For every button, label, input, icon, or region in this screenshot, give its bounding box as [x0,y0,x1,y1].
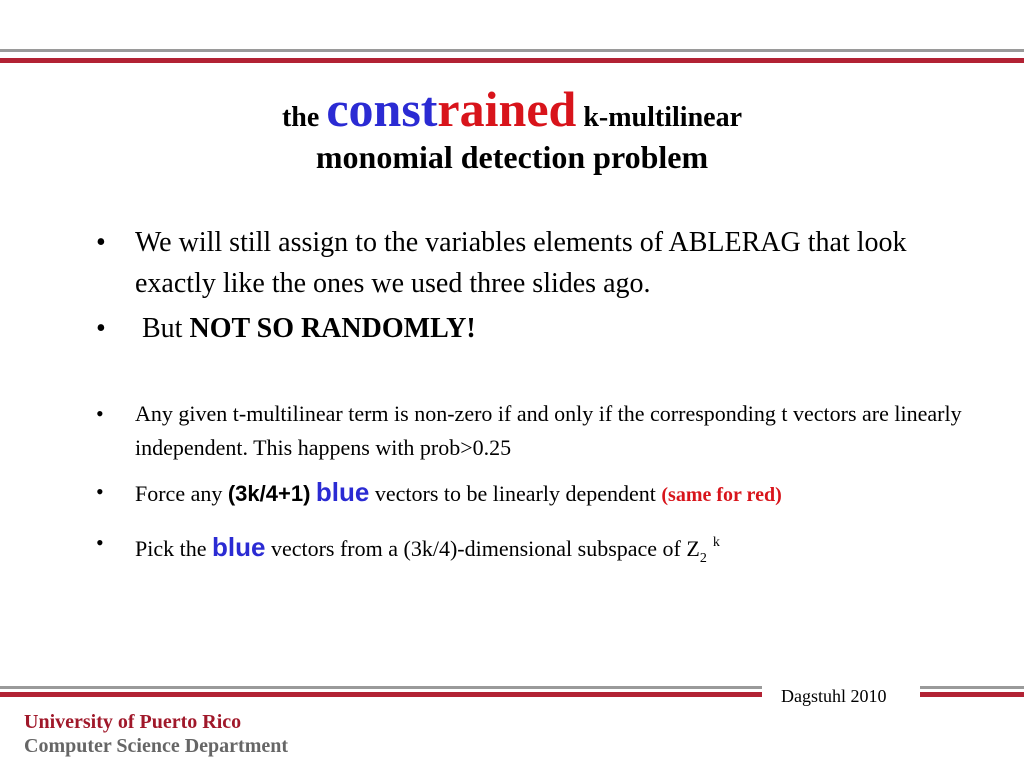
department-name: Computer Science Department [24,735,289,757]
title-prefix: the [281,102,320,133]
bullet-item: • Force any (3k/4+1) blue vectors to be linearly dependent (same for red) [96,477,782,507]
top-red-rule [0,58,1024,63]
blue-keyword: blue [315,477,370,507]
blue-keyword: blue [212,532,266,562]
subscript: 2 [699,551,707,566]
bullet-item: • Any given t-multilinear term is non-zero if and only if the corresponding t vectors are linearly independent. This happens with prob>0.25 [96,401,962,460]
bullet-item: • But NOT SO RANDOMLY! [96,313,476,344]
bottom-red-rule-right [920,692,1024,697]
slide-title [0,78,1024,177]
bullet-text: Any given t-multilinear term is non-zero if and only if the corresponding t vectors are linearly independent. This happens with prob>0.25 [135,401,962,460]
bullet-list [96,222,966,576]
top-gray-rule [0,49,1024,52]
bullet-fraction: (3k/4+1) [227,481,311,506]
bullet-item: • Pick the blue vectors from a (3k/4)-dimensional subspace of $Z_2^k$ [96,530,720,566]
title-line2: monomial detection problem [315,138,709,175]
bullet-text: vectors from a (3k/4)-dimensional subspace of Z [270,536,700,561]
superscript: k [712,535,720,550]
bullet-text: vectors to be linearly dependent [374,481,656,506]
bottom-gray-rule-left [0,686,762,689]
red-note: (same for red) [661,484,782,506]
bullet-text: Force any [135,481,223,506]
bottom-red-rule-left [0,692,762,697]
bullet-item: • We will still assign to the variables elements of ABLERAG that look exactly like the ones we used three slides ago. [96,227,907,299]
title-word-blue: const [326,81,438,137]
bullet-text: But [142,313,183,344]
bullet-text: We will still assign to the variables elements of ABLERAG that look exactly like the ones we used three slides ago. [135,227,907,299]
university-name: University of Puerto Rico [24,711,242,733]
title-suffix: k-multilinear [583,102,742,133]
footer-date: Dagstuhl 2010 [781,686,887,706]
bottom-gray-rule-right [920,686,1024,689]
bullet-text: Pick the [135,536,207,561]
bullet-emphasis: NOT SO RANDOMLY! [189,313,476,344]
title-word-red: rained [437,81,577,137]
